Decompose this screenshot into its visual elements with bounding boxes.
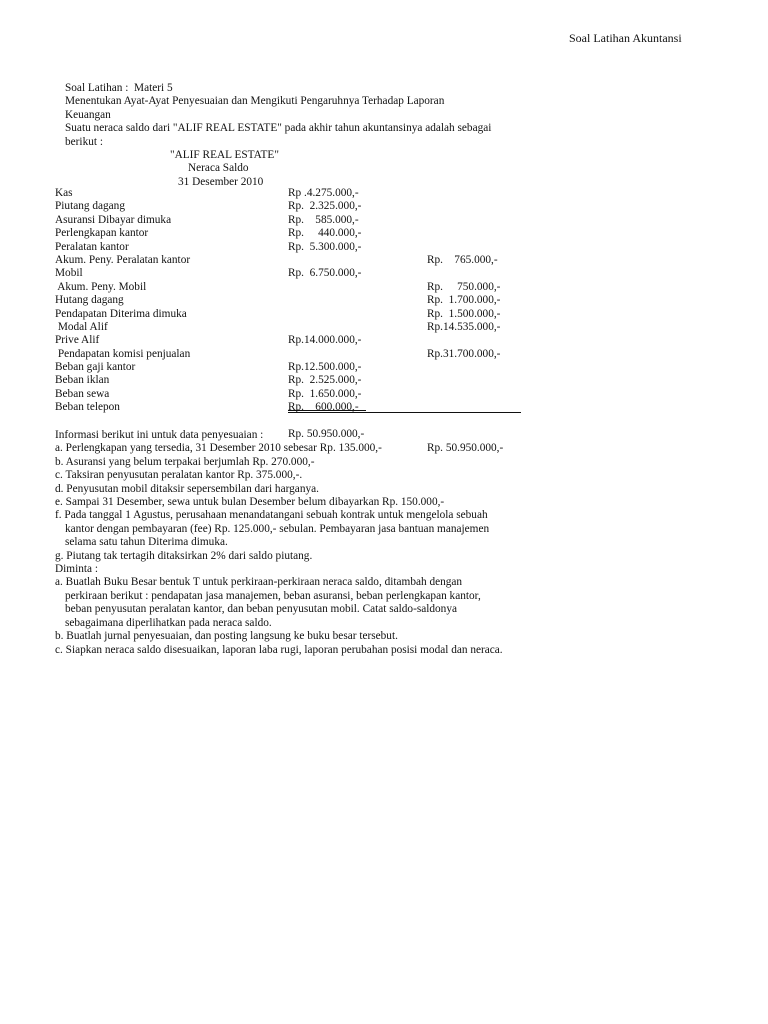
account-name: Hutang dagang <box>55 294 124 307</box>
account-name: Beban iklan <box>55 374 110 387</box>
account-name: Kas <box>55 187 73 199</box>
debit-amount: Rp. 5.300.000,- <box>288 240 362 253</box>
debit-amount: Rp. 585.000,- <box>288 213 359 226</box>
account-name: Asuransi Dibayar dimuka <box>55 213 172 226</box>
ledger-row <box>0 348 768 361</box>
ledger-row <box>0 334 768 347</box>
total-rule <box>288 412 521 413</box>
info-line: a. Perlengkapan yang tersedia, 31 Desember 2010 sebesar Rp. 135.000,- <box>55 442 382 455</box>
company-name: "ALIF REAL ESTATE" <box>170 149 279 161</box>
account-name: Beban sewa <box>55 387 110 400</box>
ledger-row <box>0 361 768 374</box>
debit-amount: Rp.12.500.000,- <box>288 361 362 374</box>
info-line: a. Buatlah Buku Besar bentuk T untuk perkiraan-perkiraan neraca saldo, ditambah dengan <box>55 576 463 589</box>
info-line: Informasi berikut ini untuk data penyesuaian : <box>55 429 264 441</box>
account-name: Pendapatan Diterima dimuka <box>55 307 187 320</box>
info-line: perkiraan berikut : pendapatan jasa manajemen, beban asuransi, beban perlengkapan kantor, <box>65 589 481 602</box>
info-line: beban penyusutan peralatan kantor, dan beban penyusutan mobil. Catat saldo-saldonya <box>65 603 457 616</box>
credit-amount: Rp. 1.700.000,- <box>427 294 501 307</box>
credit-amount: Rp. 750.000,- <box>427 280 501 293</box>
debit-amount: Rp. 440.000,- <box>288 227 362 240</box>
ledger-row <box>0 308 768 321</box>
debit-amount: Rp. 600.000,- <box>288 401 359 414</box>
total-debit: Rp. 50.950.000,- <box>288 428 365 441</box>
credit-amount: Rp.31.700.000,- <box>427 347 501 360</box>
ledger-row <box>0 374 768 387</box>
info-line: Diminta : <box>55 563 98 576</box>
info-line: e. Sampai 31 Desember, sewa untuk bulan Desember belum dibayarkan Rp. 150.000,- <box>55 496 445 509</box>
ledger-row <box>0 281 768 294</box>
ledger-row <box>0 200 768 213</box>
intro-block <box>65 82 565 149</box>
credit-amount: Rp. 765.000,- <box>427 253 498 266</box>
ledger-row <box>0 214 768 227</box>
ledger-row <box>0 388 768 401</box>
debit-amount: Rp .4.275.000,- <box>288 187 359 199</box>
ledger-row <box>0 187 768 200</box>
ledger-row <box>0 294 768 307</box>
debit-amount: Rp. 1.650.000,- <box>288 387 362 400</box>
credit-amount: Rp.14.535.000,- <box>427 320 501 333</box>
account-name: Mobil <box>55 267 83 280</box>
page-header: Soal Latihan Akuntansi <box>569 31 682 45</box>
info-line: c. Siapkan neraca saldo disesuaikan, laporan laba rugi, laporan perubahan posisi modal dan neraca. <box>55 643 503 656</box>
info-line: f. Pada tanggal 1 Agustus, perusahaan menandatangani sebuah kontrak untuk mengelola sebuah <box>55 509 488 522</box>
debit-subtotal-underline <box>288 410 366 411</box>
ledger-row <box>0 254 768 267</box>
account-name: Akum. Peny. Peralatan kantor <box>55 253 191 266</box>
info-line: selama satu tahun Diterima dimuka. <box>65 536 228 549</box>
info-line: g. Piutang tak tertagih ditaksirkan 2% dari saldo piutang. <box>55 549 313 562</box>
debit-amount: Rp. 2.325.000,- <box>288 200 362 213</box>
intro-line: Soal Latihan : Materi 5 <box>65 82 173 94</box>
trial-balance-table <box>0 187 768 415</box>
account-name: Modal Alif <box>55 320 108 333</box>
info-line: d. Penyusutan mobil ditaksir sepersembilan dari harganya. <box>55 482 319 495</box>
document-date: 31 Desember 2010 <box>178 175 264 188</box>
debit-amount: Rp. 2.525.000,- <box>288 374 362 387</box>
ledger-row <box>0 241 768 254</box>
intro-line: berikut : <box>65 135 103 148</box>
account-name: Piutang dagang <box>55 200 125 213</box>
info-line: c. Taksiran penyusutan peralatan kantor Rp. 375.000,-. <box>55 469 303 482</box>
ledger-row <box>0 321 768 334</box>
info-line: b. Buatlah jurnal penyesuaian, dan posting langsung ke buku besar tersebut. <box>55 630 398 643</box>
account-name: Beban telepon <box>55 401 120 414</box>
ledger-row <box>0 267 768 280</box>
total-credit: Rp. 50.950.000,- <box>427 441 504 454</box>
intro-line: Menentukan Ayat-Ayat Penyesuaian dan Mengikuti Pengaruhnya Terhadap Laporan <box>65 95 445 108</box>
intro-line: Keuangan <box>65 108 111 121</box>
adjustment-info <box>55 429 575 657</box>
info-line: sebagaimana diperlihatkan pada neraca saldo. <box>65 616 272 629</box>
info-line: b. Asuransi yang belum terpakai berjumlah Rp. 270.000,- <box>55 455 315 468</box>
info-line: kantor dengan pembayaran (fee) Rp. 125.000,- sebulan. Pembayaran jasa bantuan manajemen <box>65 522 490 535</box>
document-title: Neraca Saldo <box>188 162 249 175</box>
credit-amount: Rp. 1.500.000,- <box>427 307 501 320</box>
account-name: Prive Alif <box>55 334 100 347</box>
debit-amount: Rp. 6.750.000,- <box>288 267 362 280</box>
intro-line: Suatu neraca saldo dari "ALIF REAL ESTATE" pada akhir tahun akuntansinya adalah sebagai <box>65 122 492 135</box>
account-name: Akum. Peny. Mobil <box>55 280 147 293</box>
account-name: Peralatan kantor <box>55 240 129 253</box>
account-name: Pendapatan komisi penjualan <box>55 347 191 360</box>
account-name: Perlengkapan kantor <box>55 227 149 240</box>
account-name: Beban gaji kantor <box>55 361 136 374</box>
debit-amount: Rp.14.000.000,- <box>288 334 362 347</box>
ledger-row <box>0 227 768 240</box>
